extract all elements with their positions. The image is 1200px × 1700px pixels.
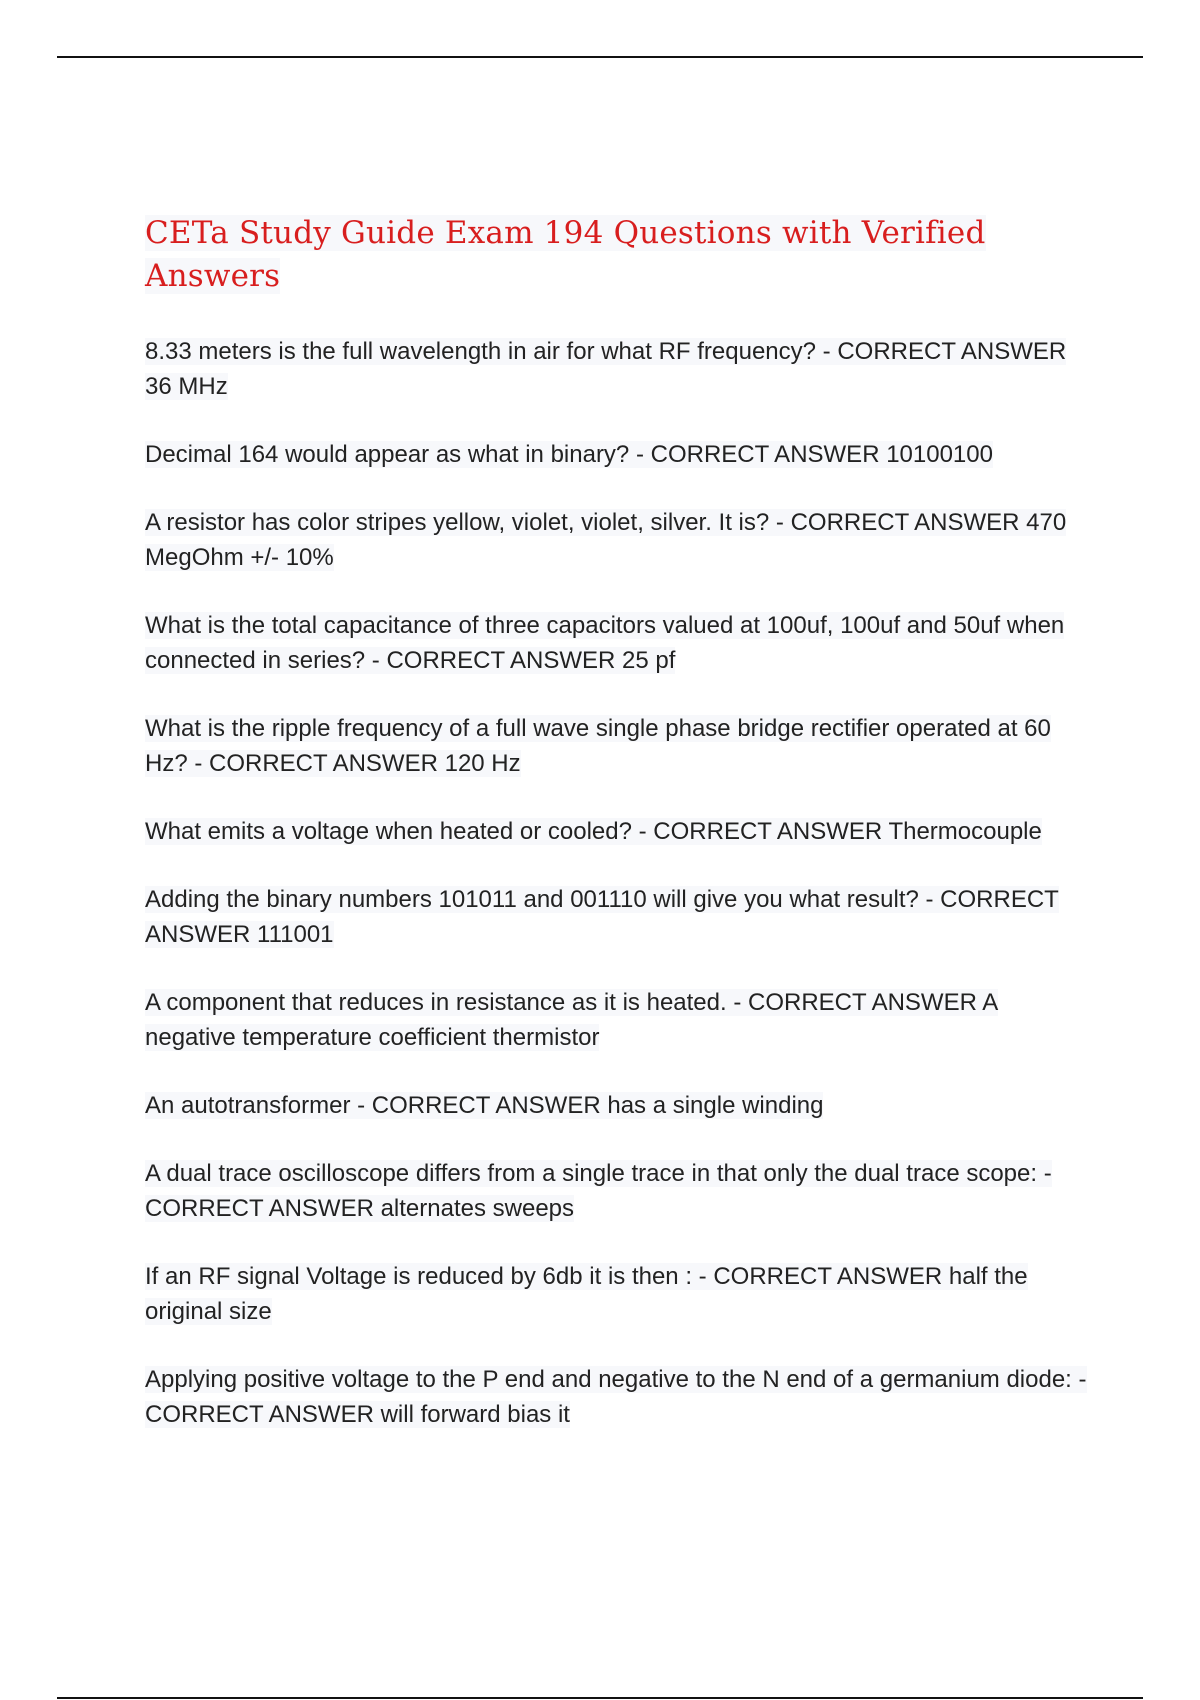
qa-item: Decimal 164 would appear as what in binary? - CORRECT ANSWER 10100100	[145, 441, 993, 468]
top-divider	[57, 56, 1143, 58]
document-title: CETa Study Guide Exam 194 Questions with Verified Answers	[145, 215, 986, 294]
qa-item: 8.33 meters is the full wavelength in air for what RF frequency? - CORRECT ANSWER 36 MHz	[145, 338, 1067, 400]
qa-item: A dual trace oscilloscope differs from a single trace in that only the dual trace scope: - CORRECT ANSWER alternates sweeps	[145, 1160, 1052, 1222]
qa-item: What emits a voltage when heated or cooled? - CORRECT ANSWER Thermocouple	[145, 818, 1042, 845]
bottom-divider	[57, 1697, 1143, 1699]
qa-item: What is the ripple frequency of a full wave single phase bridge rectifier operated at 60 Hz? - CORRECT ANSWER 120 Hz	[145, 715, 1051, 777]
qa-item: If an RF signal Voltage is reduced by 6db it is then : - CORRECT ANSWER half the original size	[145, 1263, 1028, 1325]
qa-item: A component that reduces in resistance as it is heated. - CORRECT ANSWER A negative temperature coefficient thermistor	[145, 989, 999, 1051]
qa-item: Adding the binary numbers 101011 and 001110 will give you what result? - CORRECT ANSWER 111001	[145, 886, 1059, 948]
qa-item: What is the total capacitance of three capacitors valued at 100uf, 100uf and 50uf when connected in series? - CORRECT ANSWER 25 pf	[145, 612, 1065, 674]
qa-item: A resistor has color stripes yellow, violet, violet, silver. It is? - CORRECT ANSWER 470 MegOhm +/- 10%	[145, 509, 1067, 571]
qa-item: An autotransformer - CORRECT ANSWER has a single winding	[145, 1092, 824, 1119]
qa-item: Applying positive voltage to the P end and negative to the N end of a germanium diode: - CORRECT ANSWER will forward bias it	[145, 1366, 1087, 1428]
document-body	[145, 212, 1090, 1465]
